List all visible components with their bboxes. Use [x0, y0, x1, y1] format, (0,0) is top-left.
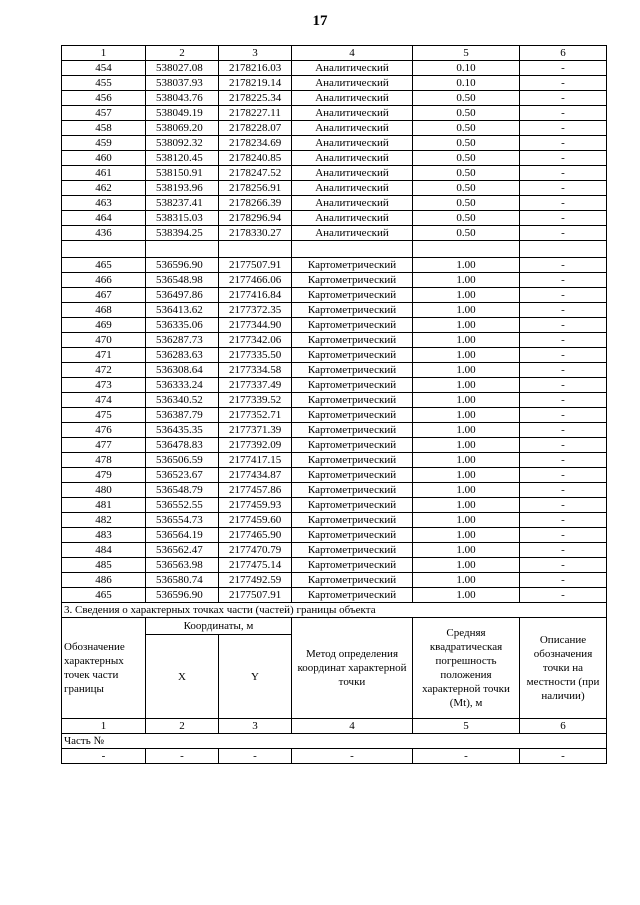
table-row: [62, 273, 607, 288]
error-value: 1.00: [413, 363, 520, 378]
column-number: 4: [292, 46, 413, 61]
page-number: 17: [312, 13, 328, 29]
coordinate-x: 536413.62: [146, 303, 219, 318]
part-label-row: [62, 734, 607, 749]
coordinate-x: 536548.79: [146, 483, 219, 498]
point-number: 484: [62, 543, 146, 558]
table-row: [62, 166, 607, 181]
coordinate-y: 2178216.03: [219, 61, 292, 76]
section-header-row: [62, 618, 607, 635]
coordinate-x: 536562.47: [146, 543, 219, 558]
table-row: [62, 318, 607, 333]
coordinate-x: 536333.24: [146, 378, 219, 393]
column-number: 2: [146, 719, 219, 734]
coordinate-y: 2177459.93: [219, 498, 292, 513]
section-title-row: [62, 603, 607, 618]
coordinate-x: 536506.59: [146, 453, 219, 468]
coordinate-y: 2177372.35: [219, 303, 292, 318]
point-number: 486: [62, 573, 146, 588]
coordinate-x: 538037.93: [146, 76, 219, 91]
error-value: 0.10: [413, 76, 520, 91]
description: -: [520, 453, 607, 468]
error-value: 0.50: [413, 106, 520, 121]
point-number: 454: [62, 61, 146, 76]
empty-cell: -: [413, 749, 520, 764]
point-number: 483: [62, 528, 146, 543]
coordinate-x: 538092.32: [146, 136, 219, 151]
method: Аналитический: [292, 166, 413, 181]
error-value: 1.00: [413, 483, 520, 498]
coordinate-x: 536552.55: [146, 498, 219, 513]
description: -: [520, 408, 607, 423]
point-number: 463: [62, 196, 146, 211]
description: -: [520, 423, 607, 438]
table-row: [62, 378, 607, 393]
coordinate-x: 538315.03: [146, 211, 219, 226]
table-row: [62, 61, 607, 76]
point-number: 479: [62, 468, 146, 483]
point-number: 459: [62, 136, 146, 151]
method: Аналитический: [292, 91, 413, 106]
table-row: [62, 543, 607, 558]
table-row: [62, 76, 607, 91]
coordinate-y: 2178330.27: [219, 226, 292, 241]
coordinate-x: 536580.74: [146, 573, 219, 588]
point-number: 477: [62, 438, 146, 453]
description: -: [520, 393, 607, 408]
point-number: 485: [62, 558, 146, 573]
coordinates-table: [61, 45, 607, 764]
method: Картометрический: [292, 378, 413, 393]
coordinate-y: 2177352.71: [219, 408, 292, 423]
point-number: 457: [62, 106, 146, 121]
error-value: 0.50: [413, 181, 520, 196]
method: Аналитический: [292, 196, 413, 211]
error-value: 1.00: [413, 558, 520, 573]
coordinate-x: 536335.06: [146, 318, 219, 333]
column-number: 6: [520, 719, 607, 734]
description: -: [520, 61, 607, 76]
point-number: 456: [62, 91, 146, 106]
empty-data-row: [62, 749, 607, 764]
method: Картометрический: [292, 543, 413, 558]
coordinate-y: 2177339.52: [219, 393, 292, 408]
empty-cell: -: [146, 749, 219, 764]
coordinate-y: 2177342.06: [219, 333, 292, 348]
table-row: [62, 393, 607, 408]
coordinate-y: 2178256.91: [219, 181, 292, 196]
description: -: [520, 303, 607, 318]
coordinate-y: 2177417.15: [219, 453, 292, 468]
error-value: 1.00: [413, 498, 520, 513]
header-error: Средняя квадратическая погрешность положения характерной точки (Mt), м: [413, 618, 520, 719]
column-number: 5: [413, 46, 520, 61]
column-number: 3: [219, 46, 292, 61]
table-row: [62, 288, 607, 303]
point-number: 476: [62, 423, 146, 438]
point-number: 470: [62, 333, 146, 348]
table-row: [62, 453, 607, 468]
empty-cell: -: [62, 749, 146, 764]
table-row: [62, 363, 607, 378]
point-number: 473: [62, 378, 146, 393]
error-value: 1.00: [413, 438, 520, 453]
point-number: 474: [62, 393, 146, 408]
description: -: [520, 528, 607, 543]
blank-separator-row: [62, 241, 607, 258]
error-value: 0.50: [413, 151, 520, 166]
table-row: [62, 438, 607, 453]
point-number: 462: [62, 181, 146, 196]
description: -: [520, 378, 607, 393]
empty-cell: -: [520, 749, 607, 764]
error-value: 1.00: [413, 588, 520, 603]
table-row: [62, 483, 607, 498]
point-number: 464: [62, 211, 146, 226]
coordinate-y: 2178234.69: [219, 136, 292, 151]
error-value: 1.00: [413, 468, 520, 483]
coordinate-y: 2177371.39: [219, 423, 292, 438]
point-number: 460: [62, 151, 146, 166]
description: -: [520, 468, 607, 483]
error-value: 1.00: [413, 258, 520, 273]
error-value: 1.00: [413, 543, 520, 558]
table-row: [62, 303, 607, 318]
description: -: [520, 558, 607, 573]
coordinate-y: 2177459.60: [219, 513, 292, 528]
table-row: [62, 498, 607, 513]
description: -: [520, 226, 607, 241]
point-number: 472: [62, 363, 146, 378]
description: -: [520, 573, 607, 588]
method: Картометрический: [292, 423, 413, 438]
table-row: [62, 258, 607, 273]
coordinate-x: 538193.96: [146, 181, 219, 196]
description: -: [520, 181, 607, 196]
coordinate-x: 538150.91: [146, 166, 219, 181]
description: -: [520, 483, 607, 498]
description: -: [520, 211, 607, 226]
coordinate-y: 2177475.14: [219, 558, 292, 573]
description: -: [520, 363, 607, 378]
error-value: 1.00: [413, 288, 520, 303]
method: Картометрический: [292, 498, 413, 513]
method: Аналитический: [292, 181, 413, 196]
description: -: [520, 438, 607, 453]
coordinate-y: 2178296.94: [219, 211, 292, 226]
description: -: [520, 258, 607, 273]
method: Картометрический: [292, 558, 413, 573]
table-row: [62, 121, 607, 136]
table-row: [62, 423, 607, 438]
coordinate-x: 536563.98: [146, 558, 219, 573]
method: Картометрический: [292, 258, 413, 273]
coordinate-x: 538027.08: [146, 61, 219, 76]
description: -: [520, 106, 607, 121]
error-value: 0.50: [413, 91, 520, 106]
table-row: [62, 573, 607, 588]
coordinate-y: 2177470.79: [219, 543, 292, 558]
column-number: 3: [219, 719, 292, 734]
error-value: 1.00: [413, 453, 520, 468]
coordinate-x: 536523.67: [146, 468, 219, 483]
point-number: 469: [62, 318, 146, 333]
table-row: [62, 528, 607, 543]
point-number: 478: [62, 453, 146, 468]
method: Аналитический: [292, 121, 413, 136]
description: -: [520, 136, 607, 151]
coordinate-y: 2177335.50: [219, 348, 292, 363]
point-number: 482: [62, 513, 146, 528]
method: Картометрический: [292, 318, 413, 333]
error-value: 0.50: [413, 121, 520, 136]
coordinate-y: 2177337.49: [219, 378, 292, 393]
method: Картометрический: [292, 483, 413, 498]
column-number: 2: [146, 46, 219, 61]
point-number: 436: [62, 226, 146, 241]
table-row: [62, 408, 607, 423]
point-number: 467: [62, 288, 146, 303]
coordinate-y: 2178227.11: [219, 106, 292, 121]
point-number: 465: [62, 588, 146, 603]
method: Картометрический: [292, 513, 413, 528]
table-row: [62, 136, 607, 151]
description: -: [520, 588, 607, 603]
section-column-number-row: [62, 719, 607, 734]
column-number: 1: [62, 719, 146, 734]
header-y: Y: [219, 635, 292, 719]
error-value: 0.50: [413, 226, 520, 241]
description: -: [520, 166, 607, 181]
error-value: 1.00: [413, 333, 520, 348]
description: -: [520, 348, 607, 363]
error-value: 0.50: [413, 136, 520, 151]
point-number: 471: [62, 348, 146, 363]
coordinate-y: 2178219.14: [219, 76, 292, 91]
error-value: 1.00: [413, 423, 520, 438]
description: -: [520, 318, 607, 333]
coordinate-x: 538120.45: [146, 151, 219, 166]
empty-cell: -: [219, 749, 292, 764]
coordinate-x: 536478.83: [146, 438, 219, 453]
method: Аналитический: [292, 61, 413, 76]
coordinate-y: 2177334.58: [219, 363, 292, 378]
table-row: [62, 348, 607, 363]
method: Аналитический: [292, 106, 413, 121]
coordinate-x: 538069.20: [146, 121, 219, 136]
point-number: 455: [62, 76, 146, 91]
coordinate-x: 536435.35: [146, 423, 219, 438]
coordinate-y: 2178225.34: [219, 91, 292, 106]
description: -: [520, 91, 607, 106]
coordinate-y: 2177507.91: [219, 588, 292, 603]
coordinate-y: 2177492.59: [219, 573, 292, 588]
error-value: 1.00: [413, 348, 520, 363]
coordinate-x: 536596.90: [146, 258, 219, 273]
description: -: [520, 498, 607, 513]
error-value: 1.00: [413, 528, 520, 543]
column-number: 6: [520, 46, 607, 61]
point-number: 458: [62, 121, 146, 136]
table-row: [62, 151, 607, 166]
coordinate-x: 536554.73: [146, 513, 219, 528]
point-number: 466: [62, 273, 146, 288]
table-row: [62, 106, 607, 121]
coordinate-x: 536596.90: [146, 588, 219, 603]
method: Картометрический: [292, 468, 413, 483]
coordinate-x: 538043.76: [146, 91, 219, 106]
header-x: X: [146, 635, 219, 719]
description: -: [520, 196, 607, 211]
description: -: [520, 121, 607, 136]
coordinate-y: 2177416.84: [219, 288, 292, 303]
coordinate-y: 2177392.09: [219, 438, 292, 453]
header-coordinates: Координаты, м: [146, 618, 292, 635]
point-number: 465: [62, 258, 146, 273]
method: Картометрический: [292, 408, 413, 423]
error-value: 1.00: [413, 318, 520, 333]
coordinate-y: 2177344.90: [219, 318, 292, 333]
coordinate-y: 2177457.86: [219, 483, 292, 498]
point-number: 468: [62, 303, 146, 318]
table-row: [62, 211, 607, 226]
description: -: [520, 513, 607, 528]
method: Картометрический: [292, 348, 413, 363]
point-number: 481: [62, 498, 146, 513]
point-number: 480: [62, 483, 146, 498]
description: -: [520, 151, 607, 166]
method: Картометрический: [292, 528, 413, 543]
point-number: 475: [62, 408, 146, 423]
coordinate-x: 536548.98: [146, 273, 219, 288]
column-number: 1: [62, 46, 146, 61]
method: Аналитический: [292, 151, 413, 166]
coordinate-x: 538237.41: [146, 196, 219, 211]
error-value: 1.00: [413, 573, 520, 588]
method: Аналитический: [292, 211, 413, 226]
coordinate-y: 2178240.85: [219, 151, 292, 166]
coordinate-y: 2177507.91: [219, 258, 292, 273]
part-label: Часть №: [62, 734, 607, 749]
coordinate-x: 536340.52: [146, 393, 219, 408]
method: Картометрический: [292, 573, 413, 588]
method: Картометрический: [292, 288, 413, 303]
header-description: Описание обозначения точки на местности (при наличии): [520, 618, 607, 719]
section-title: 3. Сведения о характерных точках части (частей) границы объекта: [62, 603, 607, 618]
column-number: 4: [292, 719, 413, 734]
coordinate-x: 536287.73: [146, 333, 219, 348]
point-number: 461: [62, 166, 146, 181]
method: Аналитический: [292, 136, 413, 151]
table-row: [62, 588, 607, 603]
method: Картометрический: [292, 438, 413, 453]
column-number-row: [62, 46, 607, 61]
table-row: [62, 181, 607, 196]
method: Картометрический: [292, 588, 413, 603]
method: Картометрический: [292, 393, 413, 408]
coordinate-y: 2177434.87: [219, 468, 292, 483]
table-row: [62, 196, 607, 211]
table-row: [62, 333, 607, 348]
empty-cell: -: [292, 749, 413, 764]
coordinate-y: 2178266.39: [219, 196, 292, 211]
description: -: [520, 333, 607, 348]
coordinate-x: 536308.64: [146, 363, 219, 378]
method: Картометрический: [292, 363, 413, 378]
coordinate-x: 536497.86: [146, 288, 219, 303]
description: -: [520, 543, 607, 558]
error-value: 1.00: [413, 273, 520, 288]
error-value: 0.50: [413, 196, 520, 211]
table-row: [62, 468, 607, 483]
table-row: [62, 513, 607, 528]
method: Картометрический: [292, 333, 413, 348]
coordinate-y: 2178228.07: [219, 121, 292, 136]
method: Аналитический: [292, 76, 413, 91]
table-row: [62, 226, 607, 241]
coordinate-x: 536283.63: [146, 348, 219, 363]
error-value: 0.50: [413, 211, 520, 226]
method: Картометрический: [292, 453, 413, 468]
column-number: 5: [413, 719, 520, 734]
error-value: 1.00: [413, 378, 520, 393]
error-value: 1.00: [413, 393, 520, 408]
description: -: [520, 273, 607, 288]
error-value: 1.00: [413, 513, 520, 528]
coordinate-x: 538049.19: [146, 106, 219, 121]
coordinate-y: 2177466.06: [219, 273, 292, 288]
coordinate-x: 536564.19: [146, 528, 219, 543]
error-value: 0.50: [413, 166, 520, 181]
coordinate-x: 536387.79: [146, 408, 219, 423]
method: Аналитический: [292, 226, 413, 241]
error-value: 0.10: [413, 61, 520, 76]
header-method: Метод определения координат характерной точки: [292, 618, 413, 719]
description: -: [520, 288, 607, 303]
coordinate-y: 2177465.90: [219, 528, 292, 543]
coordinate-y: 2178247.52: [219, 166, 292, 181]
error-value: 1.00: [413, 303, 520, 318]
description: -: [520, 76, 607, 91]
error-value: 1.00: [413, 408, 520, 423]
method: Картометрический: [292, 303, 413, 318]
method: Картометрический: [292, 273, 413, 288]
coordinate-x: 538394.25: [146, 226, 219, 241]
table-row: [62, 91, 607, 106]
header-designation: Обозначение характерных точек части границы: [62, 618, 146, 719]
table-row: [62, 558, 607, 573]
